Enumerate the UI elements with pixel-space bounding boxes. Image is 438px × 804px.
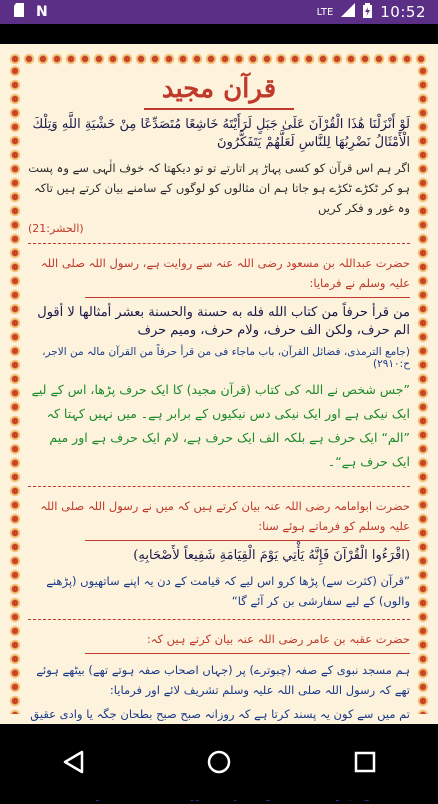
decorative-border-left xyxy=(8,64,22,714)
n-icon: N xyxy=(36,4,48,20)
battery-icon xyxy=(363,3,372,22)
signal-icon xyxy=(341,3,355,21)
verse-translation: اگر ہم اس قرآن کو کسی پہاڑ پر اتارتے تو تو دیکھتا کہ خوف الٰہی سے وہ پست ہو کر ٹکڑے ٹکڑے ہو جاتا ہم ان مثالوں کو لوگوں کے سامنے بیان کرتے ہیں تاکہ وہ غور و فکر کریں xyxy=(28,161,410,215)
hadith-3-intro: ہم مسجد نبوی کے صفہ (چبوترے) پر (جہاں اصحاب صفہ ہوتے تھے) بیٹھے ہوئے تھے کہ رسول اللہ صلی اللہ علیہ وسلم تشریف لائے اور فرمایا: xyxy=(36,663,410,697)
back-button[interactable] xyxy=(53,742,93,782)
recents-button[interactable] xyxy=(345,742,385,782)
home-icon xyxy=(207,750,231,774)
divider xyxy=(28,619,410,621)
recents-icon xyxy=(354,751,376,773)
back-icon xyxy=(62,750,84,774)
status-bar xyxy=(0,0,438,24)
home-button[interactable] xyxy=(199,742,239,782)
app-bar xyxy=(0,24,438,44)
hadith-3-body: تم میں سے کون یہ پسند کرتا ہے کہ روزانہ صبح صبح بطحان جگہ یا وادی عقیق xyxy=(30,707,410,721)
heading-underline xyxy=(85,653,410,654)
hadith-1-arabic: من قرأ حرفاً من كتاب الله فله به حسنة والحسنة بعشر أمثالها لا أقول الم حرف، ولكن الف حرف، ولام حرف، وميم حرف xyxy=(37,305,410,338)
decorative-border-right xyxy=(416,64,430,714)
verse-arabic: لَوْ أَنْزَلْنَا هَٰذَا الْقُرْآنَ عَلَىٰ جَبَلٍ لَرَأَيْتَهُ خَاشِعًا مُتَصَدِّعًا مِنْ خَشْيَةِ اللَّهِ وَتِلْكَ الْأَمْثَالُ نَضْرِبُهَا لِلنَّاسِ لَعَلَّهُمْ يَتَفَكَّرُونَ xyxy=(32,117,410,150)
divider xyxy=(28,243,410,245)
hadith-1-translation: ”جس شخص نے اللہ کی کتاب (قرآن مجید) کا ایک حرف پڑھا، اس کے لیے ایک نیکی ہے اور ایک نیکی دس نیکیوں کے برابر ہے۔ میں نہیں کہتا کہ ”الم“ ایک حرف ہے بلکہ الف ایک حرف ہے، لام ایک حرف ہے اور میم ایک حرف ہے“۔ xyxy=(31,382,410,469)
hadith-1-reference: (جامع الترمذی، فضائل القرآن، باب ماجاء فی من قرأ حرفاً من القرآن مالہ من الاجر، ح:۲۹۱۰) xyxy=(42,346,410,370)
decorative-border-top xyxy=(8,52,430,66)
navigation-bar xyxy=(0,724,438,800)
network-type: LTE xyxy=(316,6,334,18)
hadith-3-heading: حضرت عقبہ بن عامر رضی اللہ عنہ بیان کرتے ہیں کہ: xyxy=(146,632,410,646)
title-underline xyxy=(144,108,294,110)
hadith-2-arabic: (اقْرَءُوا الْقُرْآنَ فَإِنَّهُ يَأْتِي يَوْمَ الْقِيَامَةِ شَفِيعاً لأَصْحَابِهِ) xyxy=(133,548,410,563)
hadith-2-heading: حضرت ابوامامہ رضی اللہ عنہ بیان کرتے ہیں کہ میں نے رسول اللہ صلی اللہ علیہ وسلم کو فرماتے ہوئے سنا: xyxy=(40,499,410,533)
page-title: قرآن مجید xyxy=(161,74,277,104)
heading-underline xyxy=(85,540,410,541)
quran-page[interactable] xyxy=(0,44,438,724)
heading-underline xyxy=(85,297,410,298)
clock: 10:52 xyxy=(380,3,426,21)
hadith-2-translation: ”قرآن (کثرت سے) پڑھا کرو اس لیے کہ قیامت کے دن یہ اپنے ساتھیوں (پڑھنے والوں) کے لیے سفارشی بن کر آئے گا“ xyxy=(46,574,410,608)
sd-card-icon xyxy=(14,3,26,21)
divider xyxy=(28,486,410,488)
verse-reference: (الحشر:21) xyxy=(28,222,84,235)
hadith-1-heading: حضرت عبداللہ بن مسعود رضی اللہ عنہ سے روایت ہے، رسول اللہ صلی اللہ علیہ وسلم نے فرمایا: xyxy=(40,256,410,290)
page-content xyxy=(28,74,410,724)
